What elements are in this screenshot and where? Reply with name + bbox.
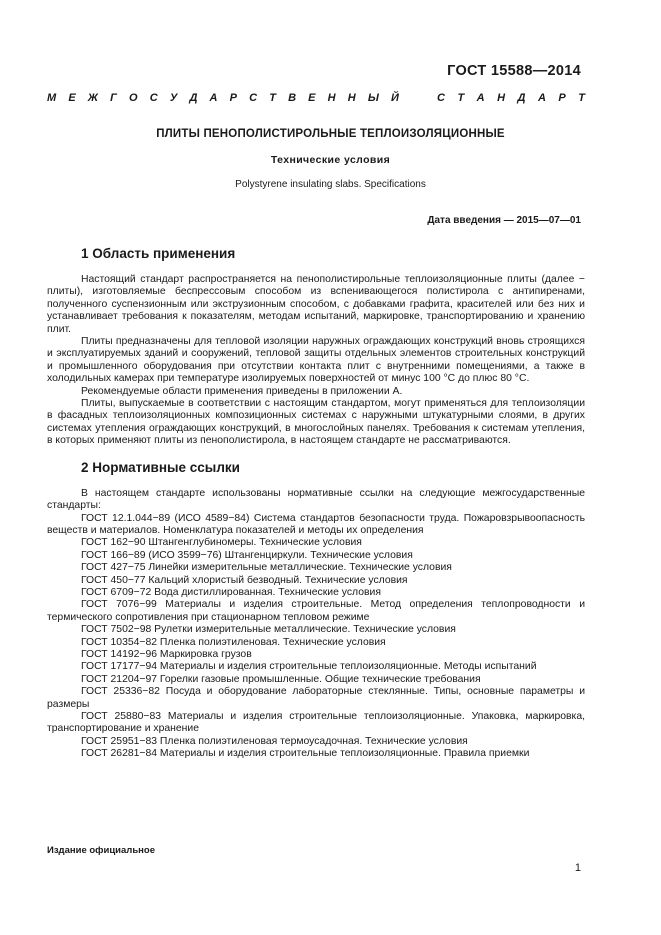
reference-item: ГОСТ 7076−99 Материалы и изделия строительные. Метод определения теплопроводности и термического сопротивления при стационарном тепловом режиме	[47, 599, 585, 623]
document-title: ПЛИТЫ ПЕНОПОЛИСТИРОЛЬНЫЕ ТЕПЛОИЗОЛЯЦИОННЫЕ	[156, 128, 505, 140]
reference-item: ГОСТ 26281−84 Материалы и изделия строительные теплоизоляционные. Правила приемки	[81, 748, 530, 760]
paragraph: Рекомендуемые области применения приведены в приложении А.	[81, 385, 403, 397]
introduction-date: Дата введения — 2015—07—01	[427, 215, 581, 226]
reference-item: ГОСТ 25336−82 Посуда и оборудование лабораторные стеклянные. Типы, основные параметры и размеры	[47, 686, 585, 710]
official-edition-note: Издание официальное	[47, 845, 155, 856]
reference-item: ГОСТ 6709−72 Вода дистиллированная. Технические условия	[81, 586, 381, 598]
standard-word: С Т А Н Д А Р Т	[437, 92, 585, 104]
reference-item: ГОСТ 162−90 Штангенглубиномеры. Технические условия	[81, 537, 362, 549]
reference-item: ГОСТ 17177−94 Материалы и изделия строительные теплоизоляционные. Методы испытаний	[81, 661, 537, 673]
interstate-word: М Е Ж Г О С У Д А Р С Т В Е Н Н Ы Й	[47, 92, 399, 104]
document-body	[47, 246, 585, 761]
english-title: Polystyrene insulating slabs. Specifications	[235, 179, 426, 190]
document-subtitle: Технические условия	[270, 154, 391, 166]
reference-item: ГОСТ 25951−83 Пленка полиэтиленовая термоусадочная. Технические условия	[81, 735, 468, 747]
reference-item: ГОСТ 450−77 Кальций хлористый безводный. Технические условия	[81, 574, 408, 586]
reference-item: ГОСТ 10354−82 Пленка полиэтиленовая. Технические условия	[81, 636, 386, 648]
page-number: 1	[574, 862, 581, 874]
reference-item: ГОСТ 21204−97 Горелки газовые промышленные. Общие технические требования	[81, 673, 481, 685]
reference-item: ГОСТ 14192−96 Маркировка грузов	[81, 648, 252, 660]
reference-item: ГОСТ 427−75 Линейки измерительные металлические. Технические условия	[81, 562, 452, 574]
section-1-heading: 1 Область применения	[81, 246, 236, 261]
reference-item: ГОСТ 7502−98 Рулетки измерительные металлические. Технические условия	[81, 624, 456, 636]
references-intro: В настоящем стандарте использованы нормативные ссылки на следующие межгосударственные стандарты:	[47, 487, 585, 512]
interstate-standard-banner	[47, 92, 585, 104]
paragraph: Плиты, выпускаемые в соответствии с настоящим стандартом, могут применяться для теплоизоляции в фасадных теплоизоляционных композиционных системах с наружными штукатурными слоями, в других системах утепления ограждающих конструкций, в многослойных панелях. Требования к системам утепления, в которых применяют плиты из пенополистирола, в настоящем стандарте не рассматриваются.	[47, 398, 585, 447]
reference-item: ГОСТ 25880−83 Материалы и изделия строительные теплоизоляционные. Упаковка, маркировка, транспортирование и хранение	[47, 711, 585, 735]
section-1-body	[47, 274, 585, 448]
section-2-heading: 2 Нормативные ссылки	[81, 459, 240, 475]
section-2-body	[47, 488, 585, 761]
gost-number: ГОСТ 15588—2014	[447, 63, 581, 79]
reference-item: ГОСТ 12.1.044−89 (ИСО 4589−84) Система стандартов безопасности труда. Пожаровзрывоопасность веществ и материалов. Номенклатура показателей и методы их определения	[47, 512, 585, 536]
paragraph: Плиты предназначены для тепловой изоляции наружных ограждающих конструкций вновь строящихся и эксплуатируемых зданий и сооружений, тепловой защиты отдельных элементов строительных конструкций и промышленного оборудования при отсутствии контакта плит с внутренними помещениями, а также в холодильных камерах при температуре изолируемых поверхностей от минус 100 °С до плюс 80 °С.	[47, 336, 585, 385]
reference-item: ГОСТ 166−89 (ИСО 3599−76) Штангенциркули. Технические условия	[81, 549, 413, 561]
paragraph: Настоящий стандарт распространяется на пенополистирольные теплоизоляционные плиты (далее − плиты), изготовляемые беспрессовым способом из вспенивающегося полистирола с антипиренами, полученного суспензионным или экструзионным способом, с добавками графита, красителей или без них и устанавливает требования к показателям, методам испытаний, маркировке, транспортированию и хранению плит.	[47, 274, 585, 335]
